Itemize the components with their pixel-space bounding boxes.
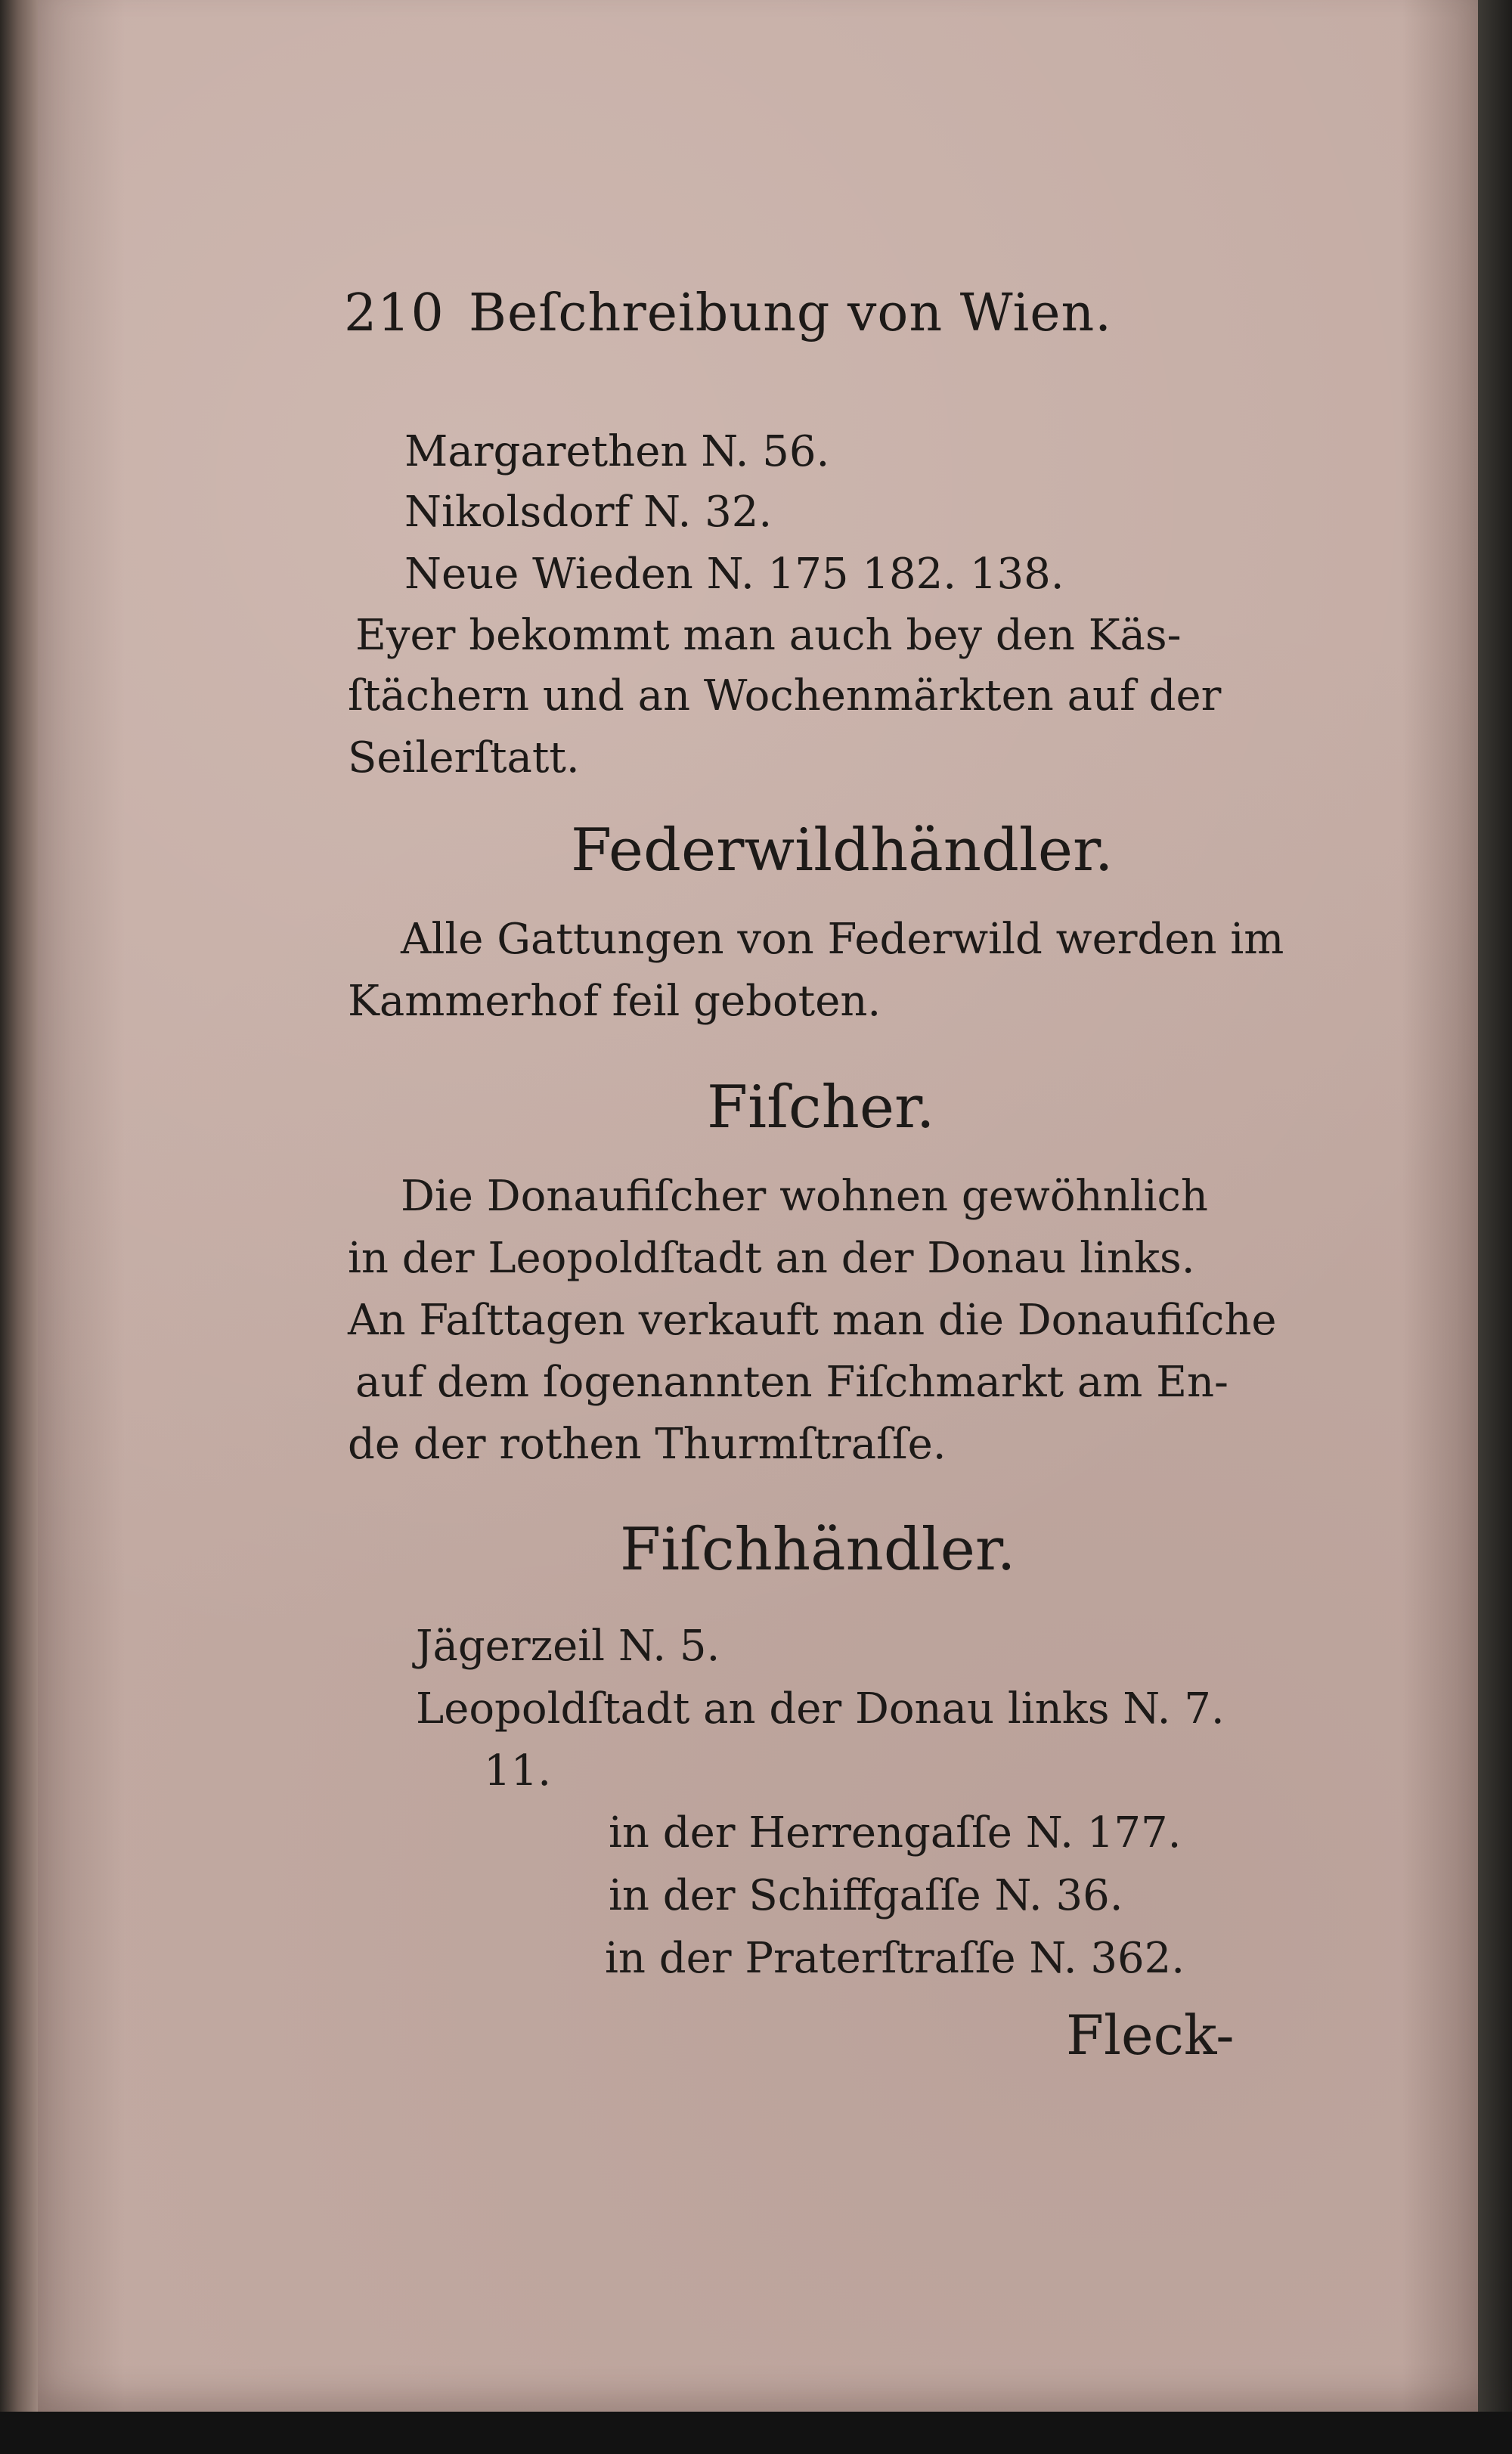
location-line: Neue Wieden N. 175 182. 138. xyxy=(404,550,1064,599)
section-heading-federwild: Federwildhändler. xyxy=(571,816,1114,885)
location-line: Jägerzeil N. 5. xyxy=(416,1622,720,1671)
section-heading-fischer: Fiſcher. xyxy=(707,1074,935,1142)
paragraph-line: Seilerſtatt. xyxy=(348,733,580,782)
sub-location-line: in der Herrengaſſe N. 177. xyxy=(609,1808,1182,1858)
running-title: Beſchreibung von Wien. xyxy=(469,284,1112,343)
catchword: Fleck- xyxy=(1066,2003,1235,2067)
paragraph-line: An Faſttagen verkauft man die Donaufiſche xyxy=(348,1296,1277,1345)
binding-strip xyxy=(1478,0,1512,2454)
paragraph-line: Eyer bekommt man auch bey den Käs- xyxy=(355,611,1182,660)
sub-location-line: in der Praterſtraſſe N. 362. xyxy=(605,1934,1185,1983)
paragraph-line: Alle Gattungen von Federwild werden im xyxy=(401,915,1284,964)
paragraph-line: in der Leopoldſtadt an der Donau links. xyxy=(348,1234,1195,1283)
page-number: 210 xyxy=(344,284,445,343)
sub-location-line: in der Schiffgaſſe N. 36. xyxy=(609,1871,1123,1920)
paragraph-line: de der rothen Thurmſtraſſe. xyxy=(348,1420,947,1469)
paragraph-line: Kammerhof feil geboten. xyxy=(348,977,881,1026)
location-number: 11. xyxy=(484,1746,552,1796)
bottom-strip xyxy=(0,2412,1512,2454)
section-heading-fischhaendler: Fiſchhändler. xyxy=(620,1516,1016,1584)
location-line: Nikolsdorf N. 32. xyxy=(404,488,773,537)
location-line: Margarethen N. 56. xyxy=(404,427,830,476)
paragraph-line: auf dem ſogenannten Fiſchmarkt am En- xyxy=(355,1358,1228,1407)
paragraph-line: Die Donaufiſcher wohnen gewöhnlich xyxy=(401,1172,1208,1221)
paragraph-line: ſtächern und an Wochenmärkten auf der xyxy=(348,671,1222,720)
location-line: Leopoldſtadt an der Donau links N. 7. xyxy=(416,1684,1225,1734)
